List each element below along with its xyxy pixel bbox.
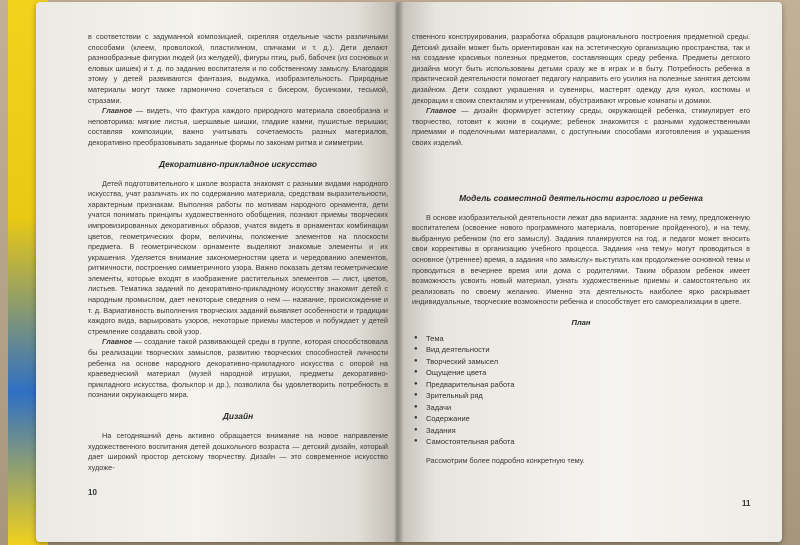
- left-main-paragraph-1: [88, 106, 388, 148]
- left-page: [36, 2, 400, 542]
- right-paragraph-1: ственного конструирования, разработка образцов рационального построения предметной среды. Детский дизайн может быть ориентирован как на эстетическую организацию пространства, так и на создание красивых полезных предметов, составляющих среду ребенка. Предметы детского дизайна могут быть использованы детьми сразу же в играх и в быту. Потребность ребенка в практической деятельности помогает педагогу направить его усилия на полезные занятия детским дизайном. Дети создают украшения и сувениры, мастерят одежду для кукол, костюмы и декорации к своим спектаклям и утренникам, обустраивают игровые комнаты и домики.: [412, 32, 750, 105]
- plan-list-item: ● Задачи: [426, 402, 750, 414]
- left-main-text-2: — создание такой развивающей среды в группе, которая способствовала бы реализации творческих замыслов, развитию творческих способностей личности ребенка на основе народного декоративно-прикладного искусства с опорой на краеведческий материал (музей народной игрушки, предметы декоративно-прикладного искусства, фольклор и др.), позволила бы удовлетворить потребность в познании окружающего мира.: [88, 337, 388, 400]
- left-paragraph-2: Детей подготовительного к школе возраста знакомят с разными видами народного искусства, учат различать их по содержанию материала, средствам выразительности, характерным признакам. Выполняя работы по мотивам народного орнамента, дети учатся понимать принципы художественного обобщения, познают приемы творческих импровизированных декоративных образов, учатся видеть в орнаментах комбинации цветов, геометрических форм, величины, положение элементов на плоскости предмета. В геометрическом орнаменте выделяют знакомые элементы и их украшения. Уделяется внимание закономерностям цвета и чередованию элементов, ритмичности, построению симметричного узора. Важно показать детям геометрические элементы, которые входят в изображение растительных элементов — лист, цветов, листьев. Тематика заданий по декоративно-прикладному искусству знакомит детей с народным промыслом, дает некоторые сведения о нем — название, происхождение и т. д. Вариативность выполнения творческих заданий выявляет особенности и традиции каждого вида, варьировать узоров, некоторые приемы мастеров и побуждает у детей стремление создавать свой узор.: [88, 178, 388, 336]
- right-main-lead: Главное: [426, 106, 457, 116]
- plan-list-item: ● Предварительная работа: [426, 379, 750, 391]
- left-main-text-1: — видеть, что фактура каждого природного материала своеобразна и неповторима: мягкие листья, шершавые шишки, гладкие камни, пушистые перышки; составляя композиции, важно учитывать сочетаемость разных материалов, декоративно преобразовывать заданные формы по законам ритма и симметрии.: [88, 106, 388, 147]
- plan-list-item: ● Вид деятельности: [426, 344, 750, 356]
- right-heading-model: Модель совместной деятельности взрослого и ребенка: [459, 192, 703, 203]
- plan-list-item: ● Ощущение цвета: [426, 367, 750, 379]
- right-closing-line: Рассмотрим более подробно конкретную тему.: [426, 455, 585, 465]
- right-heading-plan: План: [571, 317, 591, 327]
- open-book: [36, 2, 782, 542]
- left-heading-decorative: Декоративно-прикладное искусство: [159, 158, 317, 169]
- plan-list-item: ● Содержание: [426, 413, 750, 425]
- plan-list-item: ● Самостоятельная работа: [426, 436, 750, 448]
- left-page-number: 10: [88, 488, 97, 497]
- left-page-content: [88, 32, 388, 473]
- plan-list-item: ● Задания: [426, 425, 750, 437]
- right-paragraph-2: В основе изобразительной деятельности лежат два варианта: задание на тему, предложенную воспитателем (освоение нового программного материала, повторение пройденного), и на тему, выбранную ребенком (по его замыслу). Задания планируются на год, и педагог может вносить свои коррективы в организацию учебного процесса. Задания «на тему» могут проводиться в основное (утреннее) время, а задания «по замыслу» выступать как продолжение основной темы и проводиться в вечернее время или дома с родителями. Таким образом ребенок имеет возможность усвоить новый материал, узнать художественные приемы и самостоятельно их реализовать по своему желанию. Именно эта деятельность наиболее ярко раскрывает индивидуальные, творческие возможности ребенка и способствует его самореализации в цвете.: [412, 212, 750, 307]
- book-gutter-shadow: [394, 2, 404, 542]
- left-paragraph-3: На сегодняшний день активно обращается внимание на новое направление художественного воспитания детей дошкольного возраста — детский дизайн, который дает широкий простор детскому творчеству. Дизайн — это современное искусство художе-: [88, 431, 388, 472]
- right-page-number: 11: [742, 499, 751, 508]
- plan-list-item: ● Зрительный ряд: [426, 390, 750, 402]
- left-main-lead-2: Главное: [102, 337, 133, 347]
- right-page-content: [412, 32, 750, 466]
- right-main-paragraph: [412, 106, 750, 148]
- plan-list: [412, 333, 750, 448]
- plan-list-item: ● Тема: [426, 333, 750, 345]
- left-heading-design: Дизайн: [222, 411, 254, 421]
- right-main-text: — дизайн формирует эстетику среды, окружающей ребенка, стимулирует его творчество, готовит к жизни в социуме; ребенок знакомится с разными художественными приемами и поделочными материалами, с доступными способами изготовления и украшения своих изделий.: [412, 106, 750, 147]
- right-page: [398, 2, 782, 542]
- left-main-lead-1: Главное: [102, 106, 133, 116]
- plan-list-item: ● Творческий замысел: [426, 356, 750, 368]
- left-paragraph-1: в соответствии с задуманной композицией, скрепляя отдельные части различными способами (клеем, проволокой, пластилином, спичками и т. д.). Дети делают разнообразные фигурки людей (из желудей), фигуры птиц, рыб, бабочек (из сосновых и еловых шишек) и т. д. по заданию воспитателя и по собственному замыслу. Благодаря этому у детей развиваются фантазия, выдумка, изобразительность. Природные материалы могут также гармонично сочетаться с бисером, бусинками, тесьмой, стразами.: [88, 32, 388, 105]
- left-main-paragraph-2: [88, 337, 388, 401]
